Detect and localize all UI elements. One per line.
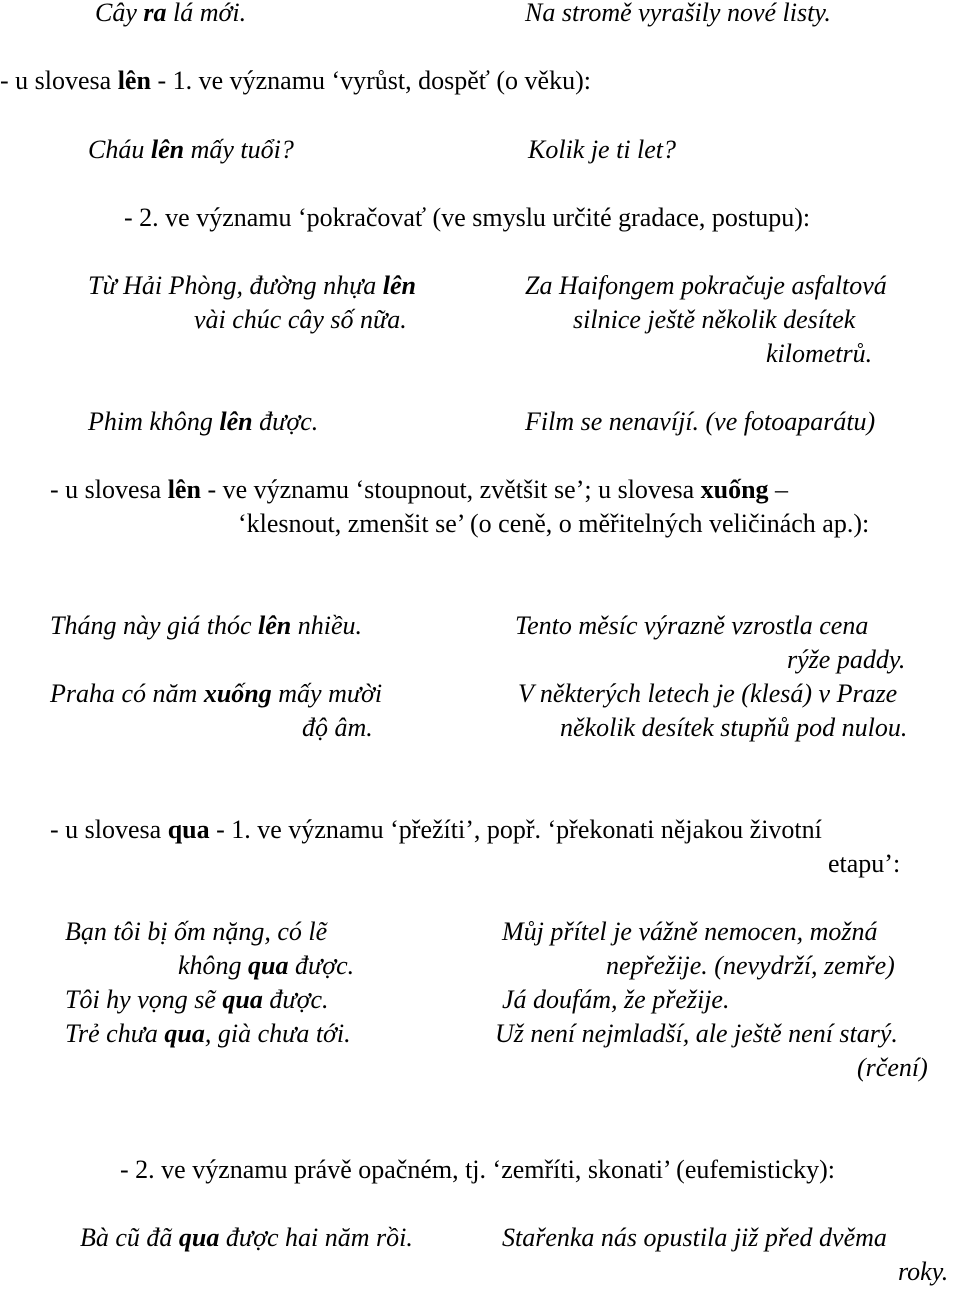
example-cz: Můj přítel je vážně nemocen, možná xyxy=(502,917,878,946)
example-cz: několik desítek stupňů pod nulou. xyxy=(560,713,908,742)
section-heading: ‘klesnout, zmenšit se’ (o ceně, o měřitelných veličinách ap.): xyxy=(238,509,870,538)
example-cz: Za Haifongem pokračuje asfaltová xyxy=(525,271,887,300)
example-cz: (rčení) xyxy=(857,1053,928,1082)
section-heading: - u slovesa lên - ve významu ‘stoupnout, zvětšit se’; u slovesa xuống – xyxy=(50,475,789,504)
example-vi: Cháu lên mấy tuổi? xyxy=(88,135,294,164)
example-cz: Na stromě vyrašily nové listy. xyxy=(525,0,831,27)
section-heading: - u slovesa lên - 1. ve významu ‘vyrůst, dospěť (o věku): xyxy=(0,66,591,95)
section-heading: - 2. ve významu právě opačném, tj. ‘zemříti, skonati’ (eufemisticky): xyxy=(120,1155,835,1184)
example-cz: Tento měsíc výrazně vzrostla cena xyxy=(515,611,869,640)
example-cz: Stařenka nás opustila již před dvěma xyxy=(502,1223,887,1252)
example-cz: silnice ještě několik desítek xyxy=(573,305,856,334)
example-cz: nepřežije. (nevydrží, zemře) xyxy=(606,951,895,980)
example-vi: Phim không lên được. xyxy=(88,407,319,436)
example-vi: Bạn tôi bị ốm nặng, có lẽ xyxy=(65,917,328,946)
example-cz: Už není nejmladší, ale ještě není starý. xyxy=(495,1019,898,1048)
example-vi: Cây ra lá mới. xyxy=(95,0,247,27)
section-heading: etapu’: xyxy=(828,849,901,878)
example-vi: Praha có năm xuống mấy mười xyxy=(50,679,383,708)
example-cz: Film se nenavíjí. (ve fotoaparátu) xyxy=(525,407,876,436)
example-cz: Já doufám, že přežije. xyxy=(502,985,730,1014)
example-vi: độ âm. xyxy=(302,713,373,742)
section-heading: - u slovesa qua - 1. ve významu ‘přežíti’, popř. ‘překonati nějakou životní xyxy=(50,815,822,844)
example-vi: không qua được. xyxy=(178,951,355,980)
example-vi: Trẻ chưa qua, già chưa tới. xyxy=(65,1019,351,1048)
example-cz: rýže paddy. xyxy=(787,645,906,674)
example-vi: Bà cũ đã qua được hai năm rồi. xyxy=(80,1223,413,1252)
example-vi: vài chúc cây số nữa. xyxy=(194,305,407,334)
example-vi: Tôi hy vọng sẽ qua được. xyxy=(65,985,329,1014)
example-cz: kilometrů. xyxy=(766,339,873,368)
example-vi: Từ Hải Phòng, đường nhựa lên xyxy=(88,271,416,300)
section-heading: - 2. ve významu ‘pokračovať (ve smyslu určité gradace, postupu): xyxy=(124,203,811,232)
example-cz: Kolik je ti let? xyxy=(528,135,677,164)
example-vi: Tháng này giá thóc lên nhiều. xyxy=(50,611,362,640)
example-cz: V některých letech je (klesá) v Praze xyxy=(518,679,898,708)
example-cz: roky. xyxy=(898,1257,949,1286)
